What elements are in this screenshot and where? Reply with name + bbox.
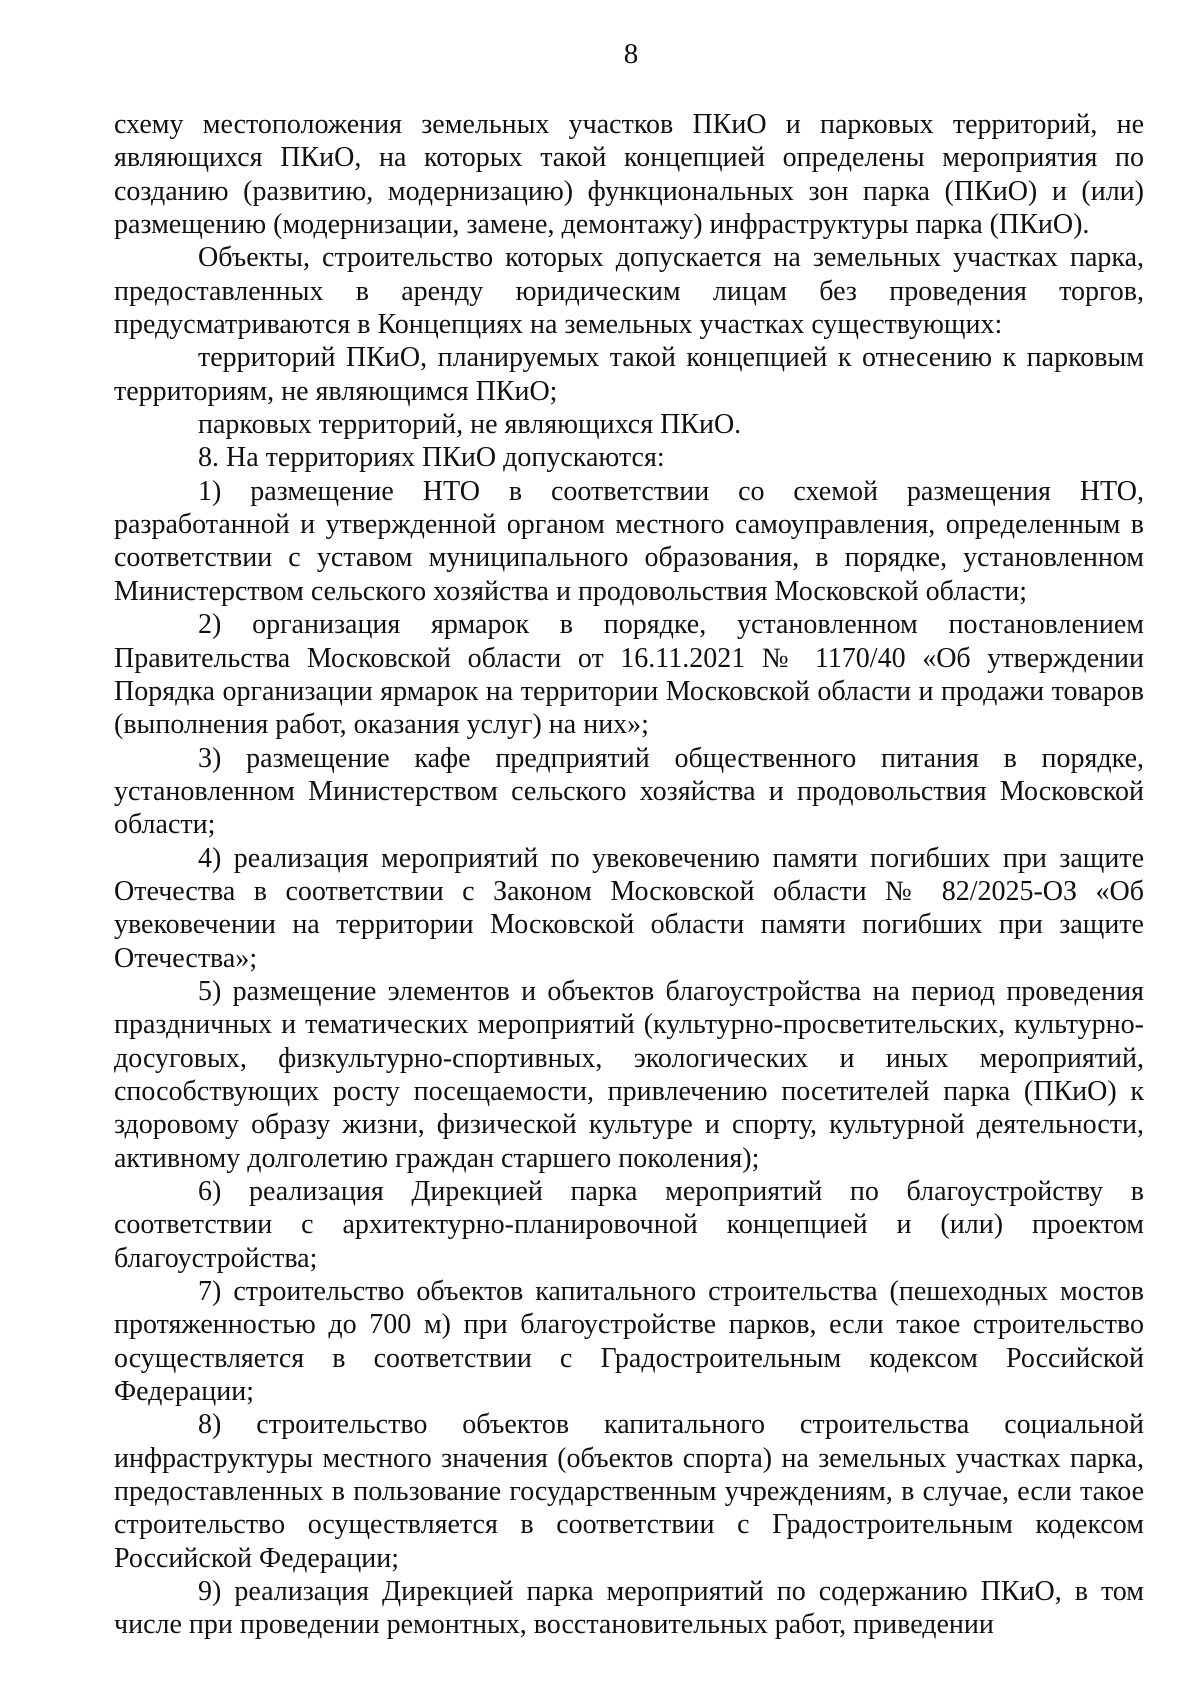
list-item-4: 4) реализация мероприятий по увековечению памяти погибших при защите Отечества в соответствии с Законом Московской области № 82/2025-ОЗ «Об увековечении на территории Московской области памяти погибших при защите Отечества»; <box>114 842 1144 974</box>
paragraph-objects-construction: Объекты, строительство которых допускается на земельных участках парка, предоставленных в аренду юридическим лицам без проведения торгов, предусматриваются в Концепциях на земельных участках существующих: <box>114 242 1144 341</box>
paragraph-pkio-territories: территорий ПКиО, планируемых такой концепцией к отнесению к парковым территориям, не являющимся ПКиО; <box>114 342 1144 407</box>
list-item-1: 1) размещение НТО в соответствии со схемой размещения НТО, разработанной и утвержденной органом местного самоуправления, определенным в соответствии с уставом муниципального образования, в порядке, установленном Министерством сельского хозяйства и продовольствия Московской области; <box>114 475 1144 607</box>
list-item-3: 3) размещение кафе предприятий общественного питания в порядке, установленном Министерством сельского хозяйства и продовольствия Московской области; <box>114 742 1144 841</box>
list-item-9: 9) реализация Дирекцией парка мероприятий по содержанию ПКиО, в том числе при проведении ремонтных, восстановительных работ, приведении <box>114 1576 1144 1641</box>
list-item-5: 5) размещение элементов и объектов благоустройства на период проведения праздничных и тематических мероприятий (культурно-просветительских, культурно-досуговых, физкультурно-спортивных, экологических и иных мероприятий, способствующих росту посещаемости, привлечению посетителей парка (ПКиО) к здоровому образу жизни, физической культуре и спорту, культурной деятельности, активному долголетию граждан старшего поколения); <box>114 975 1144 1174</box>
list-item-7: 7) строительство объектов капитального строительства (пешеходных мостов протяженностью до 700 м) при благоустройстве парков, если такое строительство осуществляется в соответствии с Градостроительным кодексом Российской Федерации; <box>114 1276 1144 1408</box>
paragraph-park-territories: парковых территорий, не являющихся ПКиО. <box>198 409 742 441</box>
paragraph-continuation: схему местоположения земельных участков ПКиО и парковых территорий, не являющихся ПКиО, на которых такой концепцией определены мероприятия по созданию (развитию, модернизацию) функциональных зон парка (ПКиО) и (или) размещению (модернизации, замене, демонтажу) инфраструктуры парка (ПКиО). <box>114 109 1144 241</box>
page-number: 8 <box>623 38 639 70</box>
section-heading-8: 8. На территориях ПКиО допускаются: <box>198 442 665 474</box>
list-item-6: 6) реализация Дирекцией парка мероприятий по благоустройству в соответствии с архитектурно-планировочной концепцией и (или) проектом благоустройства; <box>114 1176 1144 1274</box>
list-item-8: 8) строительство объектов капитального строительства социальной инфраструктуры местного значения (объектов спорта) на земельных участках парка, предоставленных в пользование государственным учреждениям, в случае, если такое строительство осуществляется в соответствии с Градостроительным кодексом Российской Федерации; <box>114 1409 1144 1574</box>
list-item-2: 2) организация ярмарок в порядке, установленном постановлением Правительства Московской области от 16.11.2021 № 1170/40 «Об утверждении Порядка организации ярмарок на территории Московской области и продажи товаров (выполнения работ, оказания услуг) на них»; <box>114 609 1144 741</box>
document-body <box>114 108 1144 1642</box>
